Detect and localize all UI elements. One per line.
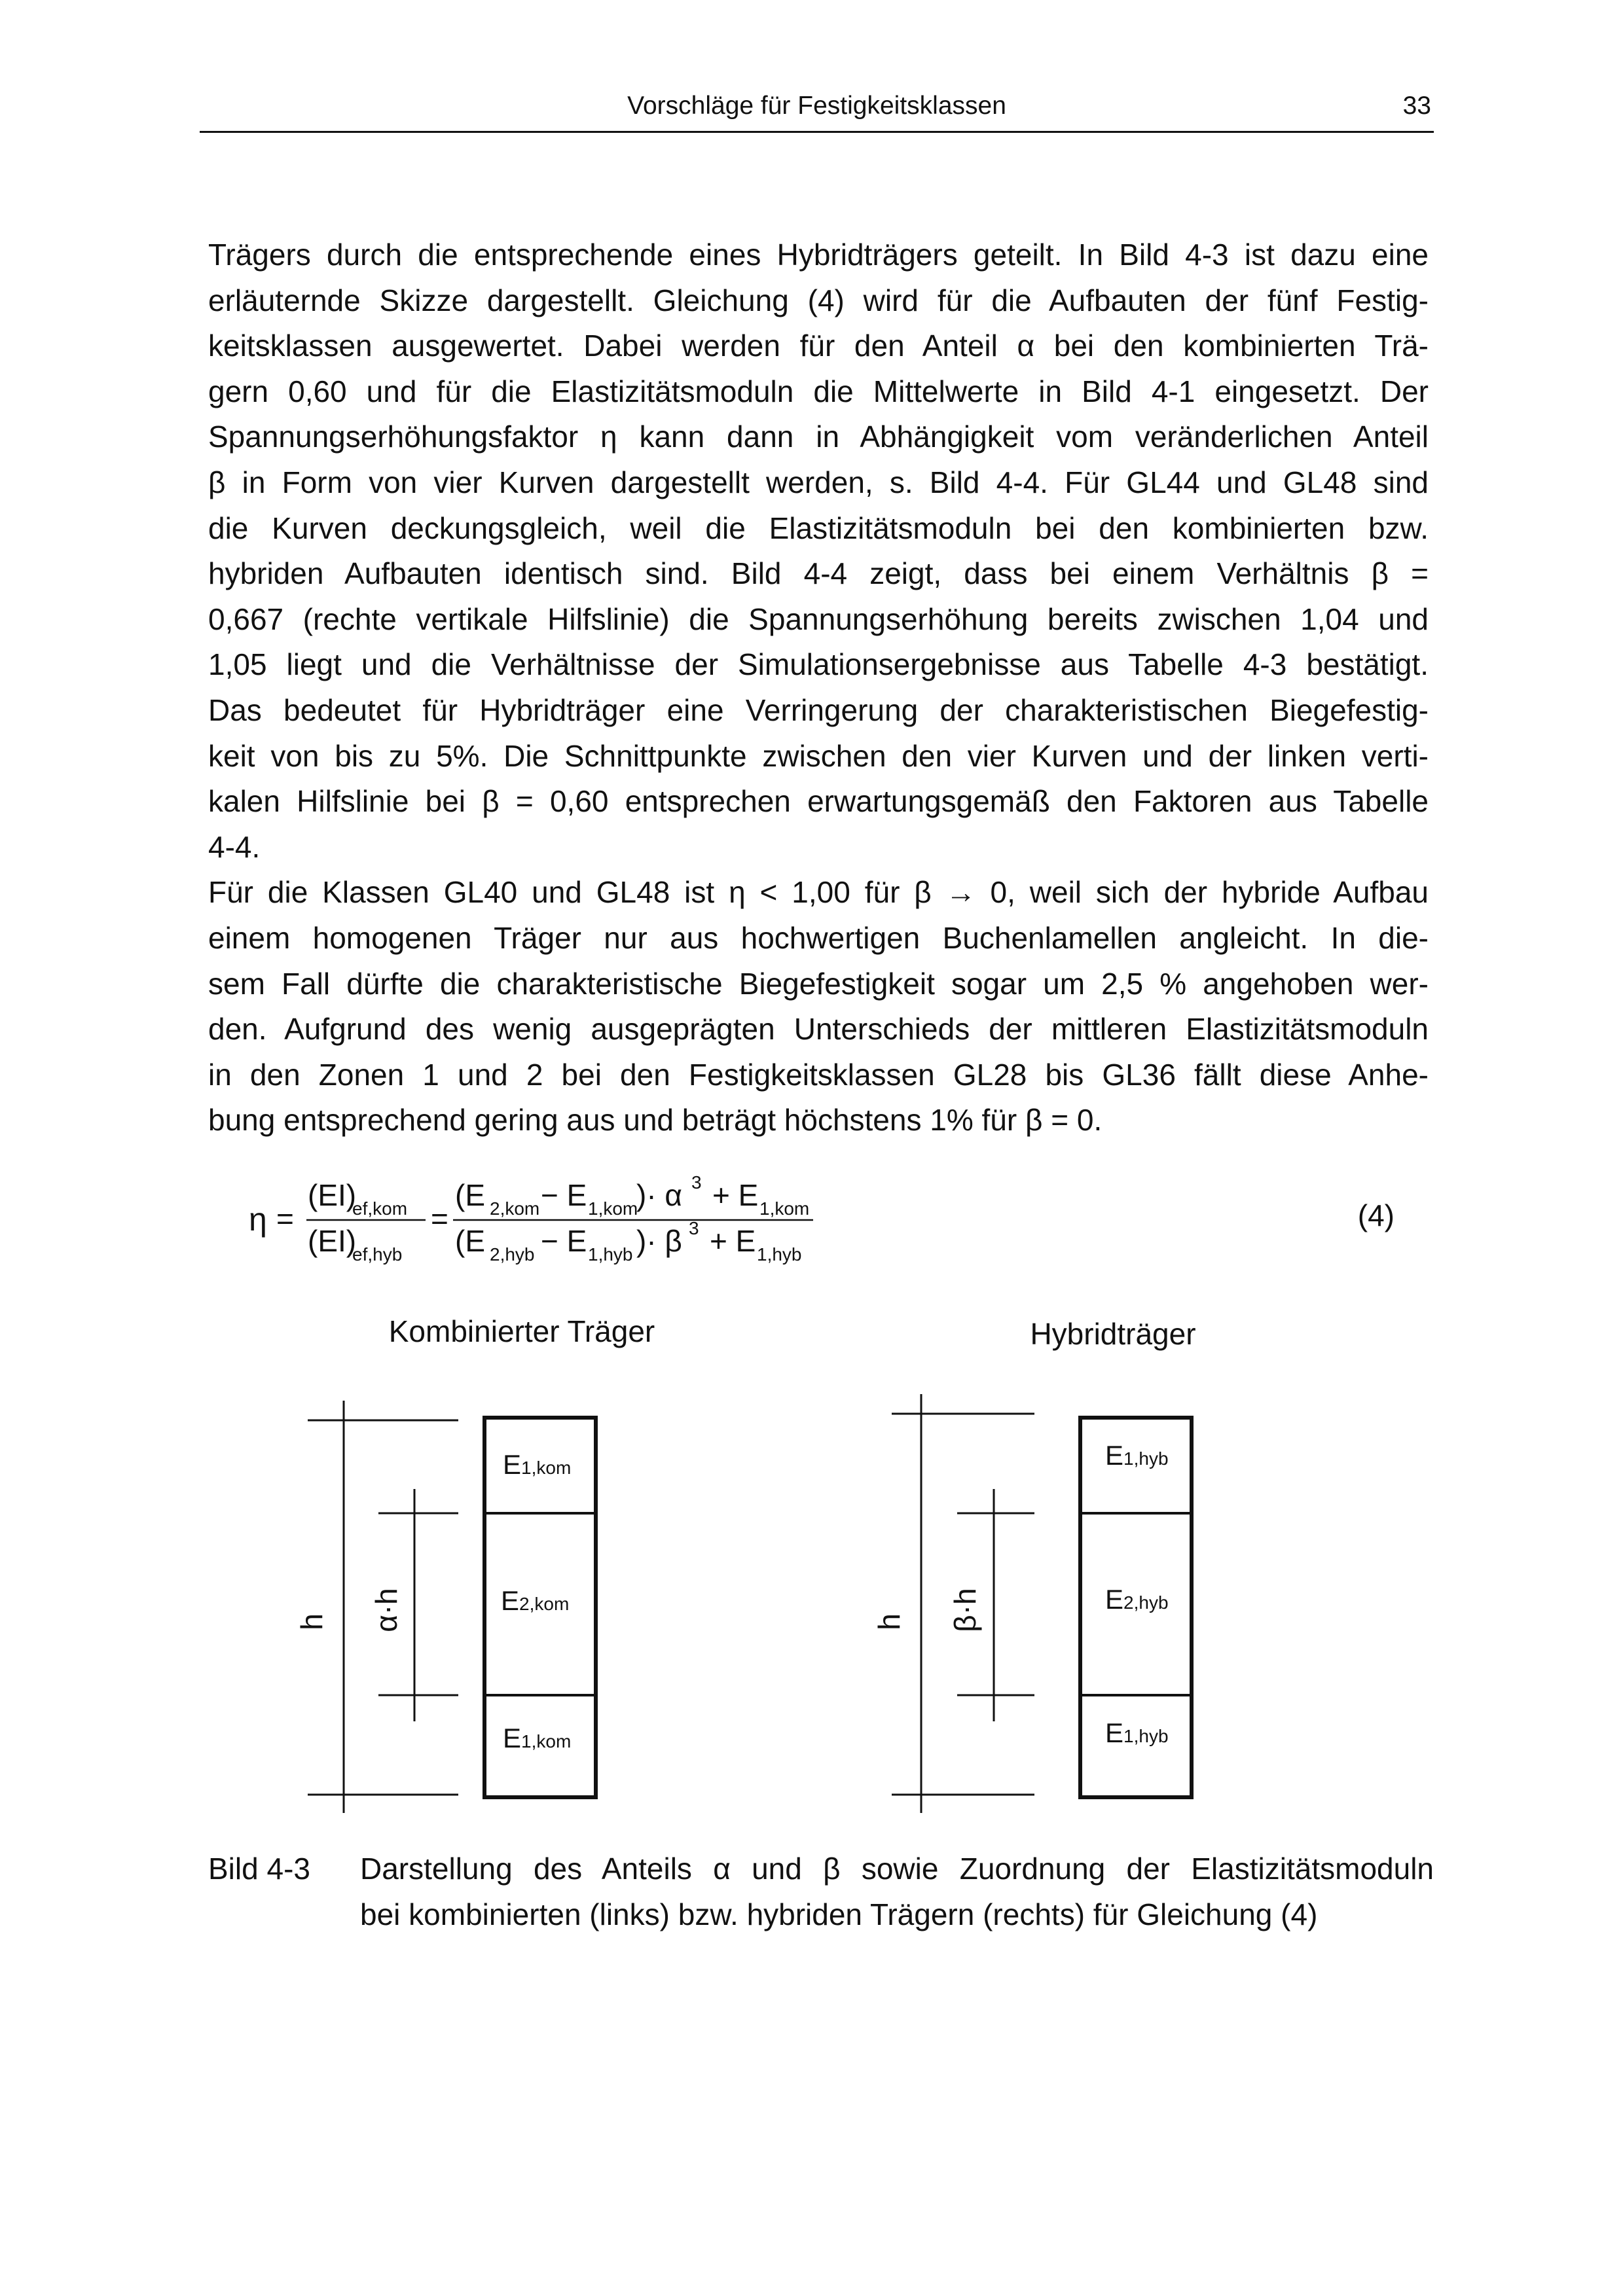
beam-diagram (0, 1302, 1623, 1839)
equation-formula (236, 1165, 1152, 1283)
equation-number: (4) (1357, 1198, 1395, 1232)
eq-frac2-den-plus: + E (710, 1224, 756, 1258)
body-line: hybriden Aufbauten identisch sind. Bild 4-4 zeigt, dass bei einem Verhältnis β = (208, 556, 1429, 591)
right-beta-label: β·h (948, 1588, 982, 1632)
eq-equals-1: = (276, 1202, 294, 1236)
caption-line: bei kombinierten (links) bzw. hybriden Trägern (rechts) für Gleichung (4) (360, 1897, 1318, 1931)
eq-frac1-num-sub: ef,kom (352, 1198, 408, 1219)
eq-frac2-num-mid: )· α (636, 1178, 683, 1212)
left-zone-middle-label: E2,kom (501, 1585, 570, 1616)
page-number: 33 (1402, 92, 1431, 120)
body-line: Spannungserhöhungsfaktor η kann dann in Abhängigkeit vom veränderlichen Anteil (208, 420, 1429, 454)
body-line: Für die Klassen GL40 und GL48 ist η < 1,00 für β → 0, weil sich der hybride Aufbau (208, 875, 1429, 910)
running-head-title: Vorschläge für Festigkeitsklassen (627, 92, 1006, 120)
body-line: Das bedeutet für Hybridträger eine Verringerung der charakteristischen Biegefestig- (208, 692, 1429, 727)
body-line: Trägers durch die entsprechende eines Hybridträgers geteilt. In Bild 4-3 ist dazu eine (208, 238, 1429, 272)
eq-frac2-num-sub2: 1,kom (588, 1198, 638, 1219)
eq-frac2-den-sub1: 2,hyb (490, 1244, 535, 1265)
body-line: einem homogenen Träger nur aus hochwertigen Buchenlamellen angleicht. In die- (208, 920, 1429, 955)
body-line: sem Fall dürfte die charakteristische Biegefestigkeit sogar um 2,5 % angehoben wer- (208, 966, 1429, 1001)
eq-frac2-num-sub3: 1,kom (759, 1198, 810, 1219)
body-line: 4-4. (208, 829, 261, 864)
body-line: 1,05 liegt und die Verhältnisse der Simulationsergebnisse aus Tabelle 4-3 bestätigt. (208, 647, 1429, 682)
eq-frac2-den-minus: − E (541, 1224, 587, 1258)
eq-frac2-num-minus: − E (541, 1178, 587, 1212)
eq-frac2-num-sub1: 2,kom (490, 1198, 540, 1219)
right-zone-middle-label: E2,hyb (1105, 1584, 1169, 1615)
running-head (200, 92, 1434, 133)
left-alpha-label: α·h (369, 1588, 403, 1632)
right-diagram-title: Hybridträger (1030, 1317, 1196, 1351)
right-beam-diagram (872, 1317, 1196, 1813)
eq-frac1-den-sub: ef,hyb (352, 1244, 403, 1265)
body-line: die Kurven deckungsgleich, weil die Elastizitätsmoduln bei den kombinierten bzw. (208, 511, 1429, 545)
left-h-label: h (295, 1613, 329, 1630)
eq-frac2-num-plus: + E (712, 1178, 759, 1212)
eq-frac1-den: (EI) (308, 1224, 357, 1258)
eq-frac2-den-open: (E (455, 1224, 485, 1258)
left-beam-diagram (295, 1314, 655, 1813)
eq-frac2-num-open: (E (455, 1178, 485, 1212)
body-line: kalen Hilfslinie bei β = 0,60 entsprechen erwartungsgemäß den Faktoren aus Tabelle (208, 784, 1429, 819)
body-line: gern 0,60 und für die Elastizitätsmoduln die Mittelwerte in Bild 4-1 eingesetzt. Der (208, 374, 1429, 408)
left-zone-bottom-label: E1,kom (503, 1723, 572, 1753)
caption-text (360, 1846, 1434, 1937)
body-line: den. Aufgrund des wenig ausgeprägten Unterschieds der mittleren Elastizitätsmoduln (208, 1012, 1429, 1047)
eq-frac2-den-mid: )· β (636, 1224, 682, 1258)
eq-frac2-den-exp: 3 (689, 1218, 699, 1238)
body-line: in den Zonen 1 und 2 bei den Festigkeitsklassen GL28 bis GL36 fällt diese Anhe- (208, 1057, 1429, 1092)
eq-frac2-den-sub3: 1,hyb (757, 1244, 802, 1265)
body-line: bung entsprechend gering aus und beträgt höchstens 1% für β = 0. (208, 1103, 1103, 1138)
right-zone-bottom-label: E1,hyb (1105, 1717, 1169, 1748)
left-diagram-title: Kombinierter Träger (388, 1314, 655, 1348)
body-line: keitsklassen ausgewertet. Dabei werden für den Anteil α bei den kombinierten Trä- (208, 329, 1429, 363)
body-text (208, 232, 1429, 1143)
eq-frac2-num-exp: 3 (691, 1172, 702, 1193)
eq-equals-2: = (431, 1202, 448, 1236)
body-line: keit von bis zu 5%. Die Schnittpunkte zwischen den vier Kurven und der linken verti- (208, 738, 1429, 773)
right-zone-top-label: E1,hyb (1105, 1440, 1169, 1471)
equation-4 (236, 1165, 1434, 1283)
eq-frac1-num: (EI) (308, 1178, 357, 1212)
caption-line: Darstellung des Anteils α und β sowie Zuordnung der Elastizitätsmoduln (360, 1852, 1434, 1886)
caption-label: Bild 4-3 (208, 1852, 310, 1886)
figure-4-3 (0, 1302, 1623, 1839)
eq-frac2-den-sub2: 1,hyb (588, 1244, 633, 1265)
right-h-label: h (872, 1613, 906, 1630)
eq-eta: η (249, 1201, 267, 1238)
left-zone-top-label: E1,kom (503, 1449, 572, 1480)
body-line: 0,667 (rechte vertikale Hilfslinie) die Spannungserhöhung bereits zwischen 1,04 und (208, 601, 1429, 636)
body-line: erläuternde Skizze dargestellt. Gleichung (4) wird für die Aufbauten der fünf Festig- (208, 283, 1429, 317)
body-line: β in Form von vier Kurven dargestellt werden, s. Bild 4-4. Für GL44 und GL48 sind (208, 465, 1429, 499)
